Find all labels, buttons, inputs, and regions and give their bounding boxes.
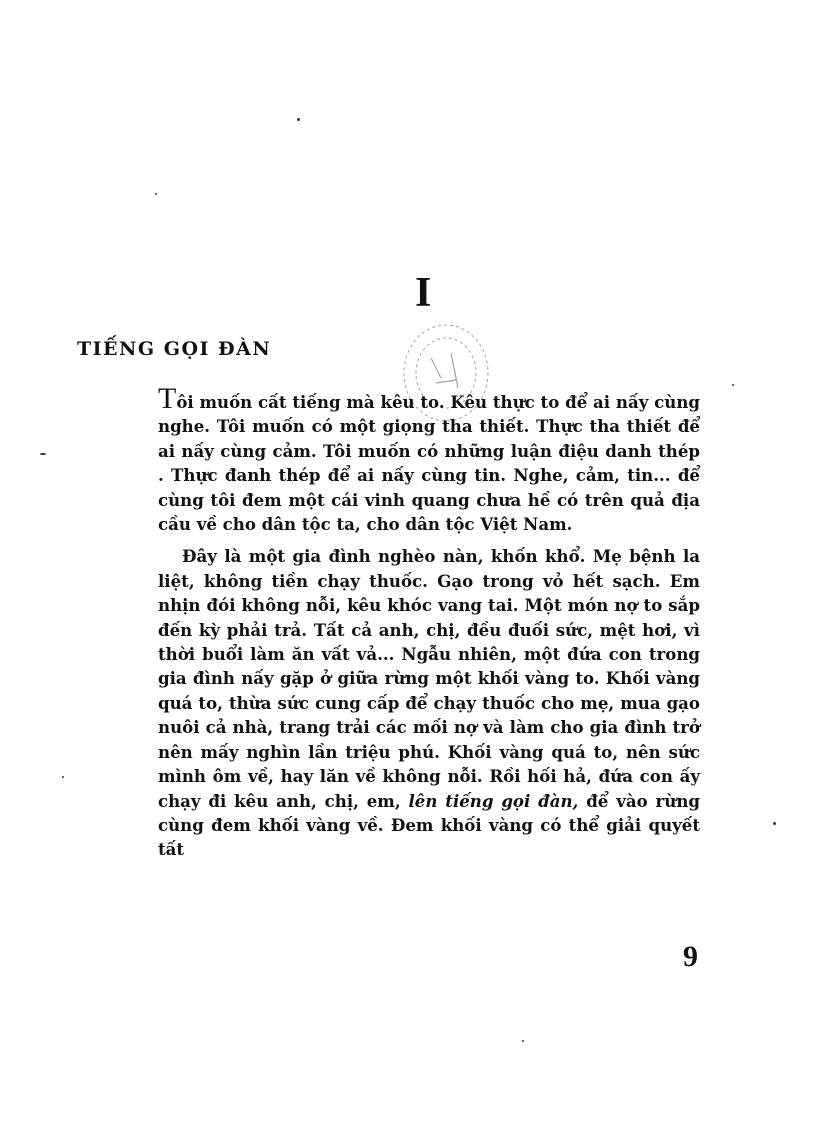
scan-speck [522,1040,524,1042]
scan-speck [155,193,157,195]
body-text [158,384,700,862]
italic-phrase: lên tiếng gọi đàn, [408,790,579,811]
scan-speck [297,118,300,121]
scan-speck [732,384,734,386]
chapter-number: I [415,270,432,316]
paragraph-2-text: Đây là một gia đình nghèo nàn, khốn khổ. Mẹ bệnh la liệt, không tiền chạy thuốc. Gạo trong vỏ hết sạch. Em nhịn đói không nỗi, kêu khóc vang tai. Một món nợ to sắp đến kỳ phải trả. Tất cả anh, chị, đều đuối sức, mệt hơi, vì thời buổi làm ăn vất vả... Ngẫu nhiên, một đứa con trong gia đình nấy gặp ở giữa rừng một khối vàng to. Khối vàng quá to, thừa sức cung cấp để chạy thuốc cho mẹ, mua gạo nuôi cả nhà, trang trải các mối nợ và làm cho gia đình trở nên mấy nghìn lần triệu phú. Khối vàng quá to, nên sức mình ôm về, hay lăn về không nỗi. Rồi hối hả, đứa con ấy chạy đi kêu anh, chị, em, [158,546,700,811]
scan-speck [773,822,776,825]
scan-speck [40,453,46,455]
paragraph-2-continuation: để vào rừng cùng đem khối vàng về. Đem khối vàng có thể giải quyết tất [158,790,700,860]
paragraph-2 [158,544,700,861]
paragraph-1 [158,384,700,536]
page-number: 9 [683,940,698,973]
chapter-title: TIẾNG GỌI ĐÀN [77,338,272,360]
paragraph-1-text: ôi muốn cất tiếng mà kêu to. Kêu thực to để ai nấy cùng nghe. Tôi muốn có một giọng tha thiết. Thực tha thiết để ai nấy cùng cảm. Tôi muốn có những luận điệu danh thép . Thực đanh thép để ai nấy cùng tin. Nghe, cảm, tin... để cùng tôi đem một cái vinh quang chưa hề có trên quả địa cầu về cho dân tộc ta, cho dân tộc Việt Nam. [158,392,700,535]
scan-speck [62,776,64,778]
drop-cap: T [158,382,177,415]
